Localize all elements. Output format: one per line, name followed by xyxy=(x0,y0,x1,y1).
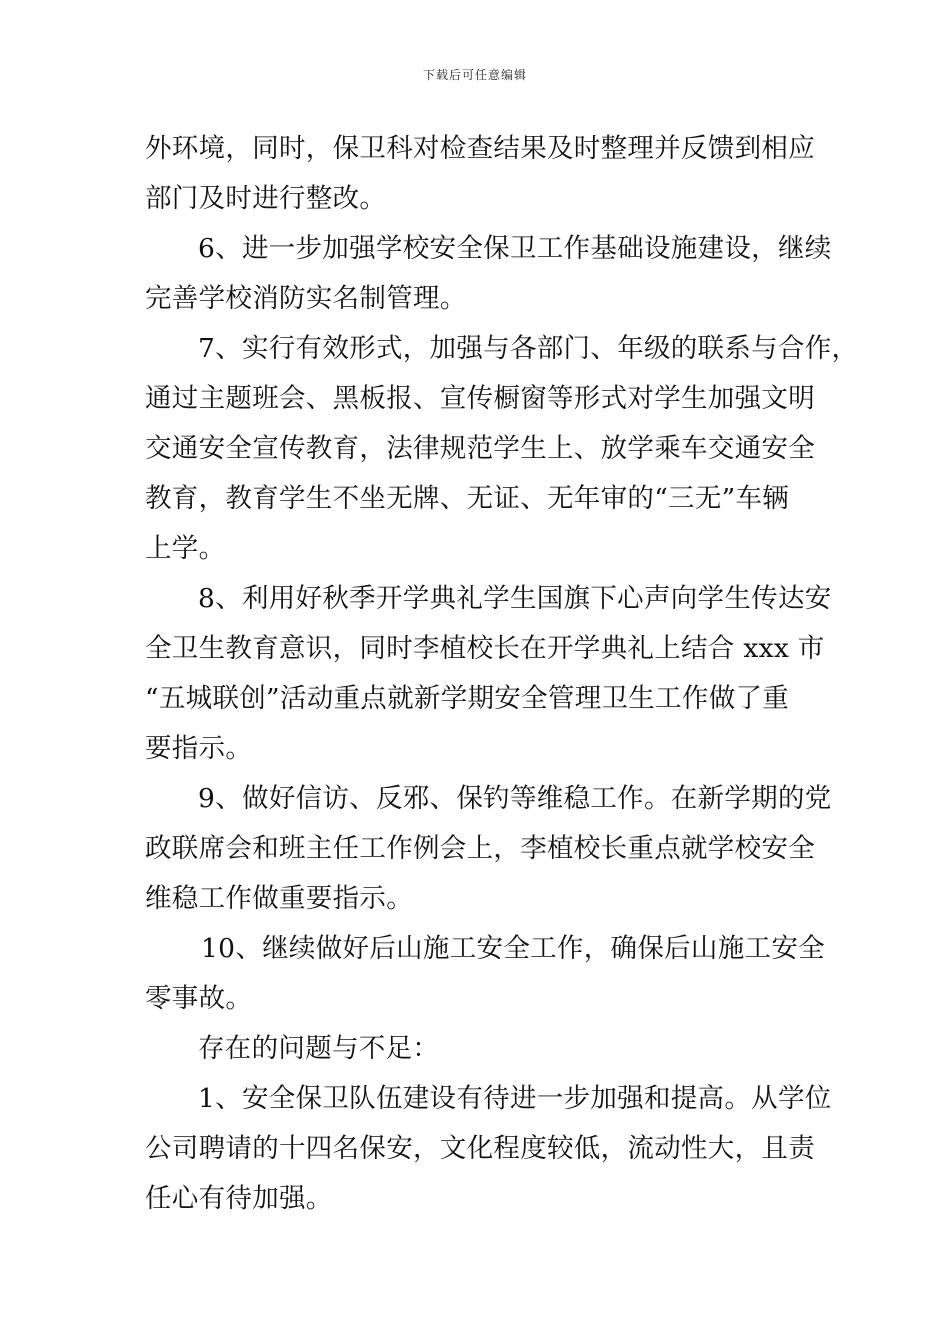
text-line: 零事故。 xyxy=(145,983,253,1014)
text-line: 要指示。 xyxy=(145,733,253,764)
paragraph-7-line: 7、实行有效形式，加强与各部门、年级的联系与合作， xyxy=(198,333,859,364)
text-line: 外环境，同时，保卫科对检查结果及时整理并反馈到相应 xyxy=(145,133,815,164)
text-line: 维稳工作做重要指示。 xyxy=(145,883,413,914)
problem-1-line: 1、安全保卫队伍建设有待进一步加强和提高。从学位 xyxy=(198,1083,832,1114)
text-line: 政联席会和班主任工作例会上，李植校长重点就学校安全 xyxy=(145,833,815,864)
body-text xyxy=(145,124,859,1224)
text-line: 部门及时进行整改。 xyxy=(145,183,387,214)
section-heading-problems: 存在的问题与不足： xyxy=(198,1033,440,1064)
text-line: 上学。 xyxy=(145,533,226,564)
paragraph-8-line: 8、利用好秋季开学典礼学生国旗下心声向学生传达安 xyxy=(198,583,832,614)
page-header: 下载后可任意编辑 xyxy=(422,68,527,82)
text-line: 完善学校消防实名制管理。 xyxy=(145,283,467,314)
paragraph-9-line: 9、做好信访、反邪、保钓等维稳工作。在新学期的党 xyxy=(198,783,832,814)
paragraph-6-line: 6、进一步加强学校安全保卫工作基础设施建设，继续 xyxy=(198,233,832,264)
text-line: 公司聘请的十四名保安，文化程度较低，流动性大，且责 xyxy=(145,1133,815,1164)
text-line: 任心有待加强。 xyxy=(145,1183,333,1214)
text-line: “五城联创”活动重点就新学期安全管理卫生工作做了重 xyxy=(145,683,790,714)
text-line: 交通安全宣传教育，法律规范学生上、放学乘车交通安全 xyxy=(145,433,815,464)
text-line: 教育，教育学生不坐无牌、无证、无年审的“三无”车辆 xyxy=(145,483,790,514)
text-line: 通过主题班会、黑板报、宣传橱窗等形式对学生加强文明 xyxy=(145,383,815,414)
text-line: 全卫生教育意识，同时李植校长在开学典礼上结合 xxx 市 xyxy=(145,633,825,664)
paragraph-10-line: 10、继续做好后山施工安全工作，确保后山施工安全 xyxy=(201,933,825,964)
